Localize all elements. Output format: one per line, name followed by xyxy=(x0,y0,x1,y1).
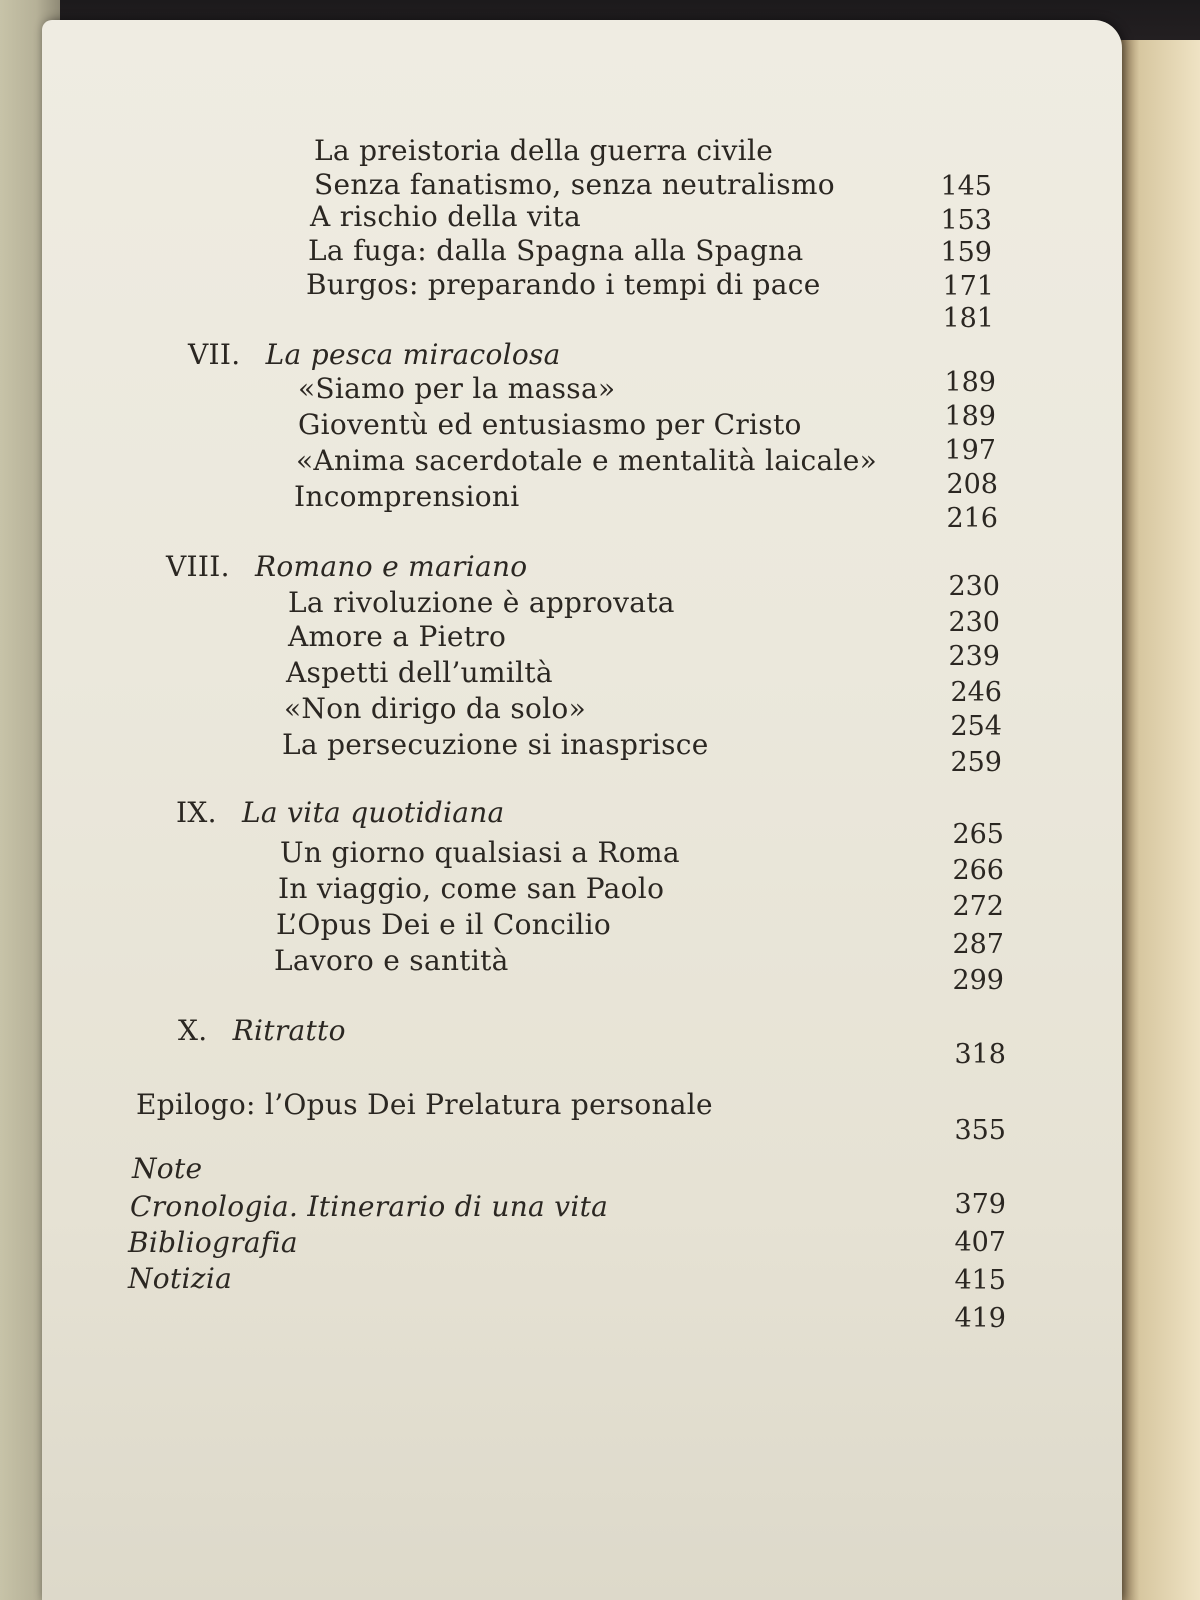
page-number: 355 xyxy=(954,1115,1006,1146)
page-number: 230 xyxy=(948,607,1000,638)
chapter-heading xyxy=(178,1014,346,1048)
chapter-title: La pesca miracolosa xyxy=(265,338,561,371)
toc-entry: Amore a Pietro xyxy=(288,620,507,653)
toc-entry: «Non dirigo da solo» xyxy=(284,692,587,725)
page-number: 197 xyxy=(944,435,996,466)
toc-entry: In viaggio, come san Paolo xyxy=(278,872,665,905)
toc-entry: Burgos: preparando i tempi di pace xyxy=(306,268,821,301)
toc-entry: Gioventù ed entusiasmo per Cristo xyxy=(298,408,802,441)
page-number: 419 xyxy=(954,1303,1006,1334)
page-number: 153 xyxy=(940,205,992,236)
toc-entry: Un giorno qualsiasi a Roma xyxy=(280,836,680,869)
page-number: 159 xyxy=(940,237,992,268)
page-number: 239 xyxy=(948,641,1000,672)
toc-entry: Aspetti dell’umiltà xyxy=(286,656,553,689)
chapter-title: La vita quotidiana xyxy=(242,796,505,829)
page-number: 379 xyxy=(954,1189,1006,1220)
toc-entry: A rischio della vita xyxy=(310,200,581,233)
table-of-contents xyxy=(42,20,1122,1600)
chapter-heading xyxy=(188,338,561,372)
page-number: 259 xyxy=(950,747,1002,778)
page-number: 299 xyxy=(952,965,1004,996)
chapter-number: IX. xyxy=(176,796,217,829)
toc-entry: La rivoluzione è approvata xyxy=(288,586,675,619)
page-number: 230 xyxy=(948,571,1000,602)
page-number: 318 xyxy=(954,1039,1006,1070)
page-number: 189 xyxy=(944,401,996,432)
toc-entry: La preistoria della guerra civile xyxy=(314,134,774,167)
toc-entry: «Siamo per la massa» xyxy=(298,372,616,405)
page-number: 208 xyxy=(946,469,998,500)
toc-entry: Incomprensioni xyxy=(294,480,520,513)
chapter-number: VII. xyxy=(188,338,241,371)
page-number: 216 xyxy=(946,503,998,534)
page-number: 181 xyxy=(942,303,994,334)
toc-entry: Lavoro e santità xyxy=(274,944,509,977)
page-number: 287 xyxy=(952,929,1004,960)
page-number: 145 xyxy=(940,171,992,202)
page-number: 189 xyxy=(944,367,996,398)
chapter-heading xyxy=(166,550,527,584)
chapter-heading xyxy=(176,796,505,830)
toc-entry: La persecuzione si inasprisce xyxy=(282,728,709,761)
toc-entry: L’Opus Dei e il Concilio xyxy=(276,908,612,941)
epilogue-entry: Epilogo: l’Opus Dei Prelatura personale xyxy=(136,1088,713,1121)
page-number: 246 xyxy=(950,677,1002,708)
back-matter-entry: Note xyxy=(132,1152,203,1185)
chapter-number: VIII. xyxy=(166,550,230,583)
toc-entry: «Anima sacerdotale e mentalità laicale» xyxy=(296,444,877,477)
page-number: 415 xyxy=(954,1265,1006,1296)
back-matter-entry: Cronologia. Itinerario di una vita xyxy=(130,1190,609,1223)
toc-entry: La fuga: dalla Spagna alla Spagna xyxy=(308,234,804,267)
chapter-title: Ritratto xyxy=(232,1014,346,1047)
chapter-number: X. xyxy=(178,1014,208,1047)
page-number: 272 xyxy=(952,891,1004,922)
toc-entry: Senza fanatismo, senza neutralismo xyxy=(314,168,835,201)
page-number: 407 xyxy=(954,1227,1006,1258)
back-matter-entry: Notizia xyxy=(128,1262,233,1295)
page-number: 265 xyxy=(952,819,1004,850)
page-number: 171 xyxy=(942,271,994,302)
page-number: 254 xyxy=(950,711,1002,742)
page-number: 266 xyxy=(952,855,1004,886)
back-matter-entry: Bibliografia xyxy=(128,1226,298,1259)
chapter-title: Romano e mariano xyxy=(255,550,528,583)
